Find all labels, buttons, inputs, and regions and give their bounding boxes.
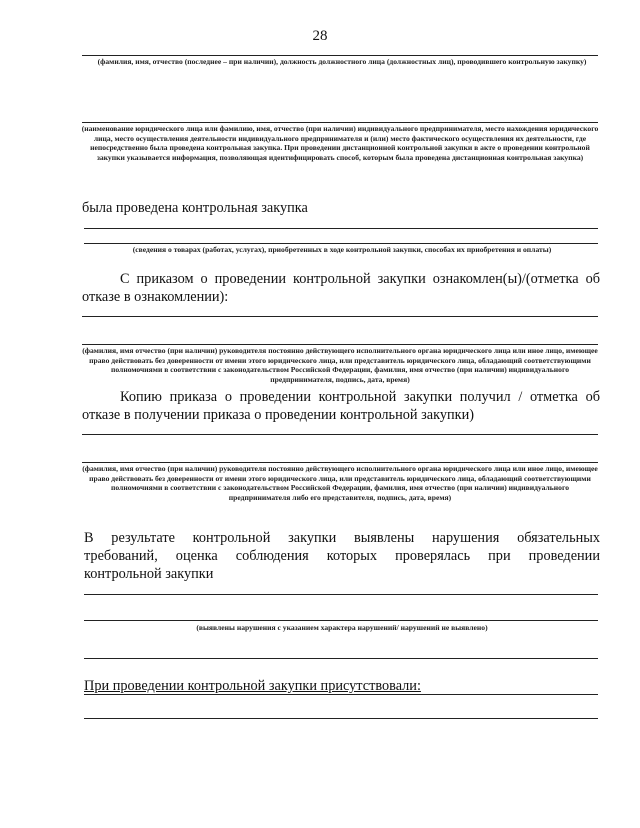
caption-violations: (выявлены нарушения с указанием характера нарушений/ нарушений не выявлено) xyxy=(196,623,488,632)
order-acquainted-line2: отказе в ознакомлении): xyxy=(82,289,229,305)
fill-line-entity xyxy=(82,122,598,123)
fill-line-purchase xyxy=(84,228,598,229)
fill-line-violations-2 xyxy=(84,620,598,621)
purchase-conducted-text: была проведена контрольная закупка xyxy=(82,200,308,216)
fill-line-acquainted-2 xyxy=(82,344,598,345)
fill-line-official xyxy=(82,55,598,56)
fill-line-present-2 xyxy=(84,718,598,719)
caption-entity: (наименование юридического лица или фамилию, имя, отчество (при наличии) индивидуального предпринимателя, место нахождения юридического лица, место осуществления деятельности индивидуального предпринимателя и (или) место фактического осуществления их деятельности, где непосредственно была проведена контрольная закупка. При проведении дистанционной контрольной закупки в акте о проведении контрольной закупки указывается информация, позволяющая идентифицировать способ, которым была проведена дистанционная контрольная закупка) xyxy=(81,124,599,162)
violations-line3: контрольной закупки xyxy=(84,566,214,582)
page-number: 28 xyxy=(312,28,328,44)
fill-line-violations-1 xyxy=(84,594,598,595)
caption-goods: (сведения о товарах (работах, услугах), приобретенных в ходе контрольной закупки, способах их приобретения и оплаты) xyxy=(132,245,552,254)
copy-received-line1: Копию приказа о проведении контрольной закупки получил / отметка об xyxy=(120,389,600,405)
present-text: При проведении контрольной закупки присутствовали: xyxy=(84,678,421,694)
order-acquainted-line1: С приказом о проведении контрольной закупки ознакомлен(ы)/(отметка об xyxy=(120,271,600,287)
violations-line1: В результате контрольной закупки выявлены нарушения обязательных xyxy=(84,530,600,546)
fill-line-acquainted-1 xyxy=(82,316,598,317)
caption-head-2: (фамилия, имя отчество (при наличии) руководителя постоянно действующего исполнительного органа юридического лица или иное лицо, имеющее право действовать без доверенности от имени этого юридического лица, или представитель юридического лица, обладающий соответствующими полномочиями в соответствии с законодательством Российской Федерации, фамилия, имя отчество (при наличии) индивидуального предпринимателя либо его представителя, подпись, дата, время) xyxy=(82,464,598,502)
fill-line-copy-2 xyxy=(82,462,598,463)
caption-official: (фамилия, имя, отчество (последнее – при наличии), должность должностного лица (должностных лиц), проводившего контрольную закупку) xyxy=(97,57,587,66)
copy-received-line2: отказе в получении приказа о проведении контрольной закупки) xyxy=(82,407,474,423)
caption-head-1: (фамилия, имя отчество (при наличии) руководителя постоянно действующего исполнительного органа юридического лица или иное лицо, имеющее право действовать без доверенности от имени этого юридического лица, или представитель юридического лица, обладающий соответствующими полномочиями в соответствии с законодательством Российской Федерации, фамилия, имя отчество (при наличии) индивидуального предпринимателя, подпись, дата, время) xyxy=(82,346,598,384)
fill-line-violations-3 xyxy=(84,658,598,659)
fill-line-goods xyxy=(84,243,598,244)
fill-line-present-1 xyxy=(84,694,598,695)
fill-line-copy-1 xyxy=(82,434,598,435)
violations-line2: требований, оценка соблюдения которых проверялась при проведении xyxy=(84,548,600,564)
